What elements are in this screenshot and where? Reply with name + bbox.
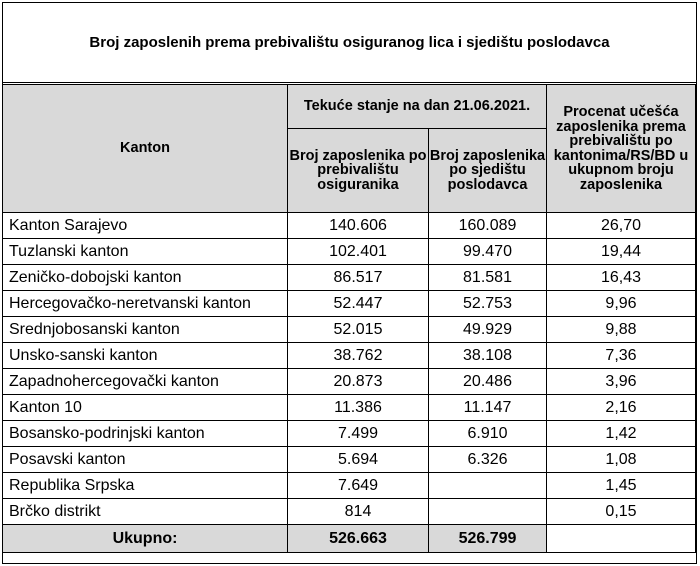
cell-sjediste: 160.089 [429,213,547,239]
cell-prebivaliste: 20.873 [288,369,429,395]
cell-prebivaliste: 86.517 [288,265,429,291]
table-title: Broj zaposlenih prema prebivalištu osiguranog lica i sjedištu poslodavca [3,3,696,83]
cell-procenat: 26,70 [547,213,696,239]
header-kanton: Kanton [3,85,288,213]
cell-sjediste: 6.910 [429,421,547,447]
cell-sjediste: 49.929 [429,317,547,343]
cell-procenat: 1,42 [547,421,696,447]
total-procenat [547,525,696,553]
table-row [3,473,696,499]
table-row [3,265,696,291]
cell-prebivaliste: 7.499 [288,421,429,447]
cell-sjediste: 99.470 [429,239,547,265]
cell-sjediste: 11.147 [429,395,547,421]
cell-kanton: Unsko-sanski kanton [3,343,288,369]
cell-sjediste: 52.753 [429,291,547,317]
cell-prebivaliste: 52.447 [288,291,429,317]
cell-prebivaliste: 7.649 [288,473,429,499]
cell-prebivaliste: 140.606 [288,213,429,239]
cell-prebivaliste: 814 [288,499,429,525]
cell-sjediste [429,473,547,499]
cell-sjediste: 6.326 [429,447,547,473]
cell-kanton: Srednjobosanski kanton [3,317,288,343]
table-row [3,421,696,447]
cell-kanton: Kanton Sarajevo [3,213,288,239]
cell-kanton: Zeničko-dobojski kanton [3,265,288,291]
cell-procenat: 3,96 [547,369,696,395]
cell-kanton: Hercegovačko-neretvanski kanton [3,291,288,317]
table-row [3,343,696,369]
total-row [3,525,696,553]
header-group-date: Tekuće stanje na dan 21.06.2021. [288,85,547,129]
cell-sjediste [429,499,547,525]
total-sjediste: 526.799 [429,525,547,553]
total-label: Ukupno: [3,525,288,553]
cell-procenat: 19,44 [547,239,696,265]
cell-prebivaliste: 11.386 [288,395,429,421]
cell-kanton: Brčko distrikt [3,499,288,525]
cell-procenat: 16,43 [547,265,696,291]
cell-prebivaliste: 102.401 [288,239,429,265]
cell-prebivaliste: 38.762 [288,343,429,369]
cell-sjediste: 38.108 [429,343,547,369]
table-row [3,291,696,317]
cell-procenat: 2,16 [547,395,696,421]
cell-kanton: Bosansko-podrinjski kanton [3,421,288,447]
cell-kanton: Tuzlanski kanton [3,239,288,265]
table-row [3,447,696,473]
cell-kanton: Kanton 10 [3,395,288,421]
table-row [3,369,696,395]
cell-procenat: 0,15 [547,499,696,525]
table-row [3,499,696,525]
cell-procenat: 9,96 [547,291,696,317]
cell-prebivaliste: 5.694 [288,447,429,473]
header-prebivaliste: Broj zaposlenika po prebivalištu osiguranika [288,129,429,213]
table-row [3,395,696,421]
cell-sjediste: 81.581 [429,265,547,291]
employees-table [2,84,696,553]
cell-prebivaliste: 52.015 [288,317,429,343]
cell-procenat: 7,36 [547,343,696,369]
header-procenat: Procenat učešća zaposlenika prema prebivalištu po kantonima/RS/BD u ukupnom broju zaposlenika [547,85,696,213]
table-row [3,213,696,239]
cell-procenat: 9,88 [547,317,696,343]
header-sjediste: Broj zaposlenika po sjedištu poslodavca [429,129,547,213]
cell-procenat: 1,45 [547,473,696,499]
total-prebivaliste: 526.663 [288,525,429,553]
cell-kanton: Posavski kanton [3,447,288,473]
table-row [3,317,696,343]
cell-kanton: Republika Srpska [3,473,288,499]
cell-sjediste: 20.486 [429,369,547,395]
table-row [3,239,696,265]
cell-procenat: 1,08 [547,447,696,473]
cell-kanton: Zapadnohercegovački kanton [3,369,288,395]
